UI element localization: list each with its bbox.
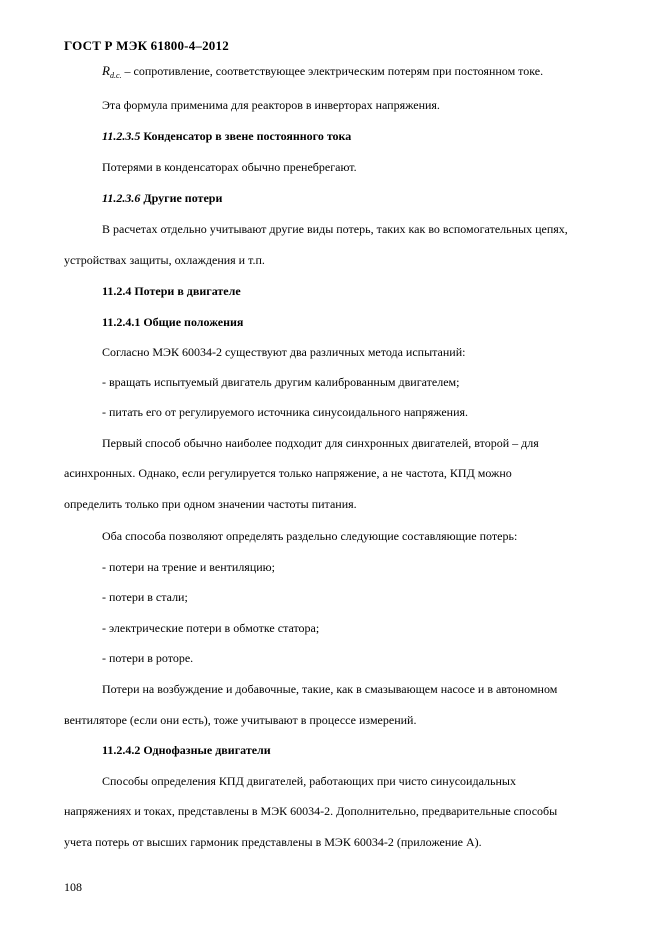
section-heading-11-2-3-5 xyxy=(102,129,351,143)
section-heading-11-2-4-2: 11.2.4.2 Однофазные двигатели xyxy=(102,743,271,757)
list-item: - потери в роторе. xyxy=(102,651,194,665)
list-item: - питать его от регулируемого источника синусоидального напряжения. xyxy=(102,405,469,419)
list-item: - потери в стали; xyxy=(102,590,188,604)
section-number: 11.2.3.5 xyxy=(102,129,141,143)
paragraph-line: Эта формула применима для реакторов в инверторах напряжения. xyxy=(102,98,440,112)
section-heading-11-2-4-1: 11.2.4.1 Общие положения xyxy=(102,315,244,329)
paragraph-line: В расчетах отдельно учитывают другие виды потерь, таких как во вспомогательных цепях, xyxy=(102,222,568,236)
list-item: - потери на трение и вентиляцию; xyxy=(102,560,275,574)
formula-definition-text: – сопротивление, соответствующее электрическим потерям при постоянном токе. xyxy=(121,64,544,78)
section-heading-11-2-4: 11.2.4 Потери в двигателе xyxy=(102,284,241,298)
section-title: Другие потери xyxy=(140,191,223,205)
paragraph-line: определить только при одном значении частоты питания. xyxy=(64,497,357,511)
paragraph-line: асинхронных. Однако, если регулируется только напряжение, а не частота, КПД можно xyxy=(64,466,512,480)
paragraph-line: Оба способа позволяют определять раздельно следующие составляющие потерь: xyxy=(102,529,518,543)
section-title: Конденсатор в звене постоянного тока xyxy=(140,129,352,143)
resistance-symbol: R xyxy=(102,63,110,78)
list-item: - электрические потери в обмотке статора; xyxy=(102,621,320,635)
paragraph-line: Потерями в конденсаторах обычно пренебрегают. xyxy=(102,160,357,174)
paragraph-line: учета потерь от высших гармоник представлены в МЭК 60034-2 (приложение А). xyxy=(64,835,482,849)
section-number: 11.2.3.6 xyxy=(102,191,141,205)
list-item: - вращать испытуемый двигатель другим калиброванным двигателем; xyxy=(102,375,460,389)
paragraph-line: Потери на возбуждение и добавочные, такие, как в смазывающем насосе и в автономном xyxy=(102,682,558,696)
paragraph-line: Первый способ обычно наиболее подходит для синхронных двигателей, второй – для xyxy=(102,436,539,450)
page-number: 108 xyxy=(64,880,82,894)
paragraph-line: вентиляторе (если они есть), тоже учитывают в процессе измерений. xyxy=(64,713,417,727)
resistance-subscript: d.c. xyxy=(109,71,122,80)
paragraph-line: напряжениях и токах, представлены в МЭК 60034-2. Дополнительно, предварительные способы xyxy=(64,804,558,818)
document-header: ГОСТ Р МЭК 61800-4–2012 xyxy=(64,38,229,53)
formula-definition xyxy=(102,64,543,83)
paragraph-line: Способы определения КПД двигателей, работающих при чисто синусоидальных xyxy=(102,774,516,788)
paragraph-line: устройствах защиты, охлаждения и т.п. xyxy=(64,253,265,267)
paragraph-line: Согласно МЭК 60034-2 существуют два различных метода испытаний: xyxy=(102,345,466,359)
section-heading-11-2-3-6 xyxy=(102,191,222,205)
